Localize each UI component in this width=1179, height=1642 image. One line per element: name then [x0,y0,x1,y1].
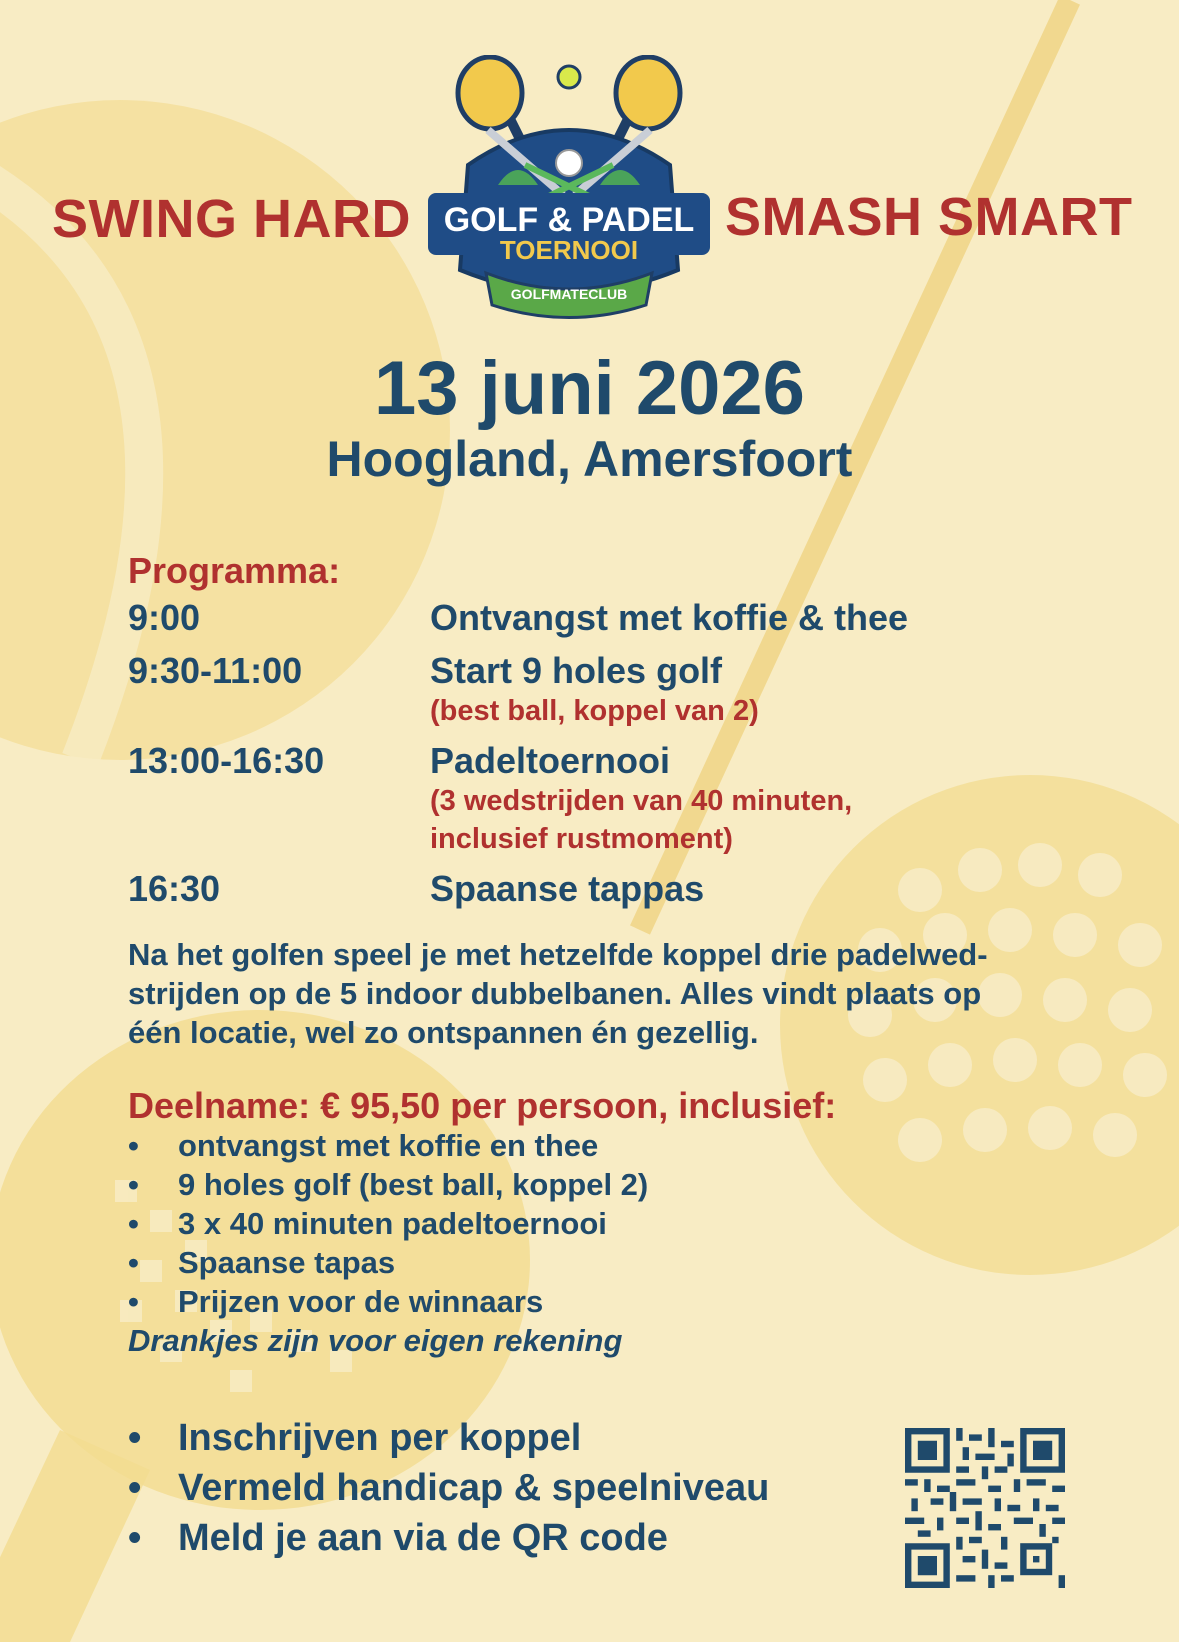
event-location: Hoogland, Amersfoort [326,431,853,487]
bullet-icon: • [128,1206,139,1241]
program-title: Programma: [128,550,341,591]
program-note: (3 wedstrijden van 40 minuten, [430,785,853,817]
participation-list [128,1126,648,1321]
program-time: 9:30-11:00 [128,650,303,691]
drinks-note: Drankjes zijn voor eigen rekening [128,1323,623,1358]
bullet-icon: • [128,1517,142,1559]
program-activity: Ontvangst met koffie & thee [430,597,909,638]
list-item: • Vermeld handicap & speelniveau [128,1463,769,1513]
program-note: (best ball, koppel van 2) [430,695,759,727]
list-item: • 3 x 40 minuten padeltoernooi [128,1206,607,1241]
list-item: • ontvangst met koffie en thee [128,1128,599,1163]
qr-code-icon[interactable] [905,1428,1065,1588]
program-time: 13:00-16:30 [128,740,325,781]
list-item: • Meld je aan via de QR code [128,1513,769,1563]
left-slogan: SWING HARD [52,189,411,249]
description-line: één locatie, wel zo ontspannen én gezellig. [128,1015,759,1050]
program-note: inclusief rustmoment) [430,823,733,855]
bullet-icon: • [128,1245,139,1280]
bullet-icon: • [128,1284,139,1319]
list-item: • Inschrijven per koppel [128,1413,769,1463]
program-activity: Spaanse tappas [430,868,705,909]
program-time: 9:00 [128,597,201,638]
right-slogan: SMASH SMART [725,187,1133,247]
description [128,935,1088,1052]
bullet-icon: • [128,1417,142,1459]
program-activity: Start 9 holes golf [430,650,723,691]
description-line: Na het golfen speel je met hetzelfde koppel drie padelwed- [128,937,988,972]
bullet-icon: • [128,1167,139,1202]
logo-ribbon: GOLFMATECLUB [510,286,628,302]
bullet-icon: • [128,1467,142,1509]
signup-list [128,1413,769,1563]
bullet-icon: • [128,1128,139,1163]
description-line: strijden op de 5 indoor dubbelbanen. Alles vindt plaats op [128,976,982,1011]
list-item: • Spaanse tapas [128,1245,396,1280]
list-item: • Prijzen voor de winnaars [128,1284,544,1319]
logo-title: GOLF & PADEL [443,201,695,239]
program-time: 16:30 [128,868,221,909]
program-activity: Padeltoernooi [430,740,671,781]
event-date: 13 juni 2026 [374,346,805,431]
list-item: • 9 holes golf (best ball, koppel 2) [128,1167,649,1202]
logo-subtitle: TOERNOOI [499,235,639,265]
tournament-logo [428,55,710,327]
participation-title: Deelname: € 95,50 per persoon, inclusief: [128,1085,837,1126]
